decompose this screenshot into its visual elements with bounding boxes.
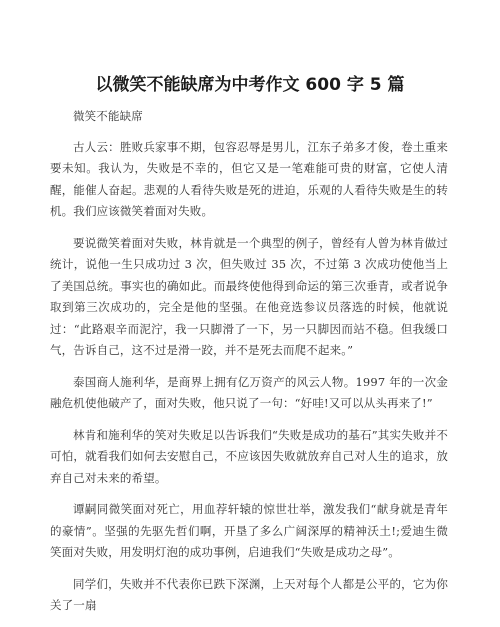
paragraph-3: 泰国商人施利华，是商界上拥有亿万资产的风云人物。1997 年的一次金融危机使他破产了，面对失败，他只说了一句：“好哇!又可以从头再来了!”: [50, 374, 448, 410]
document-body: [50, 106, 448, 627]
document-title: 以微笑不能缺席为中考作文 600 字 5 篇: [95, 75, 405, 95]
essay-subtitle: 微笑不能缺席: [73, 109, 143, 123]
paragraph-1: 古人云：胜败兵家事不期，包容忍辱是男儿，江东子弟多才俊，卷土重来要未知。我认为，失败是不幸的，但它又是一笔难能可贵的财富，它使人清醒，能催人奋起。悲观的人看待失败是死的进迫，乐观的人看待失败是生的转机。我们应该微笑着面对失败。: [50, 139, 448, 218]
paragraph-5: 谭嗣同微笑面对死亡，用血荐轩辕的惊世壮举，激发我们“献身就是青年的豪情”。坚强的先驱先哲们啊，开垦了多么广阔深厚的精神沃土!;爱迪生微笑面对失败，用发明灯泡的成功事例，启迪我们“失败是成功之母”。: [50, 502, 448, 559]
paragraph-6: 同学们，失败并不代表你已跌下深渊，上天对每个人都是公平的，它为你关了一扇: [50, 576, 448, 612]
paragraph-4: 林肯和施利华的笑对失败足以告诉我们“失败是成功的基石”其实失败并不可怕，就看我们如何去安慰自己，不应该因失败就放弃自己对人生的追求，放弃自己对未来的希望。: [50, 427, 448, 485]
paragraph-2: 要说微笑着面对失败，林肯就是一个典型的例子，曾经有人曾为林肯做过统计，说他一生只成功过 3 次，但失败过 35 次，不过第 3 次成功使他当上了美国总统。事实也的确如此。而最终使他得到命运的第三次垂青，或者说争取到第三次成功的，完全是他的坚强。在他竞选参议员落选的时候，他就说过：“此路艰辛而泥泞，我一只脚滑了一下，另一只脚因而站不稳。但我缓口气，告诉自己，这不过是滑一跤，并不是死去而爬不起来。”: [50, 235, 448, 357]
